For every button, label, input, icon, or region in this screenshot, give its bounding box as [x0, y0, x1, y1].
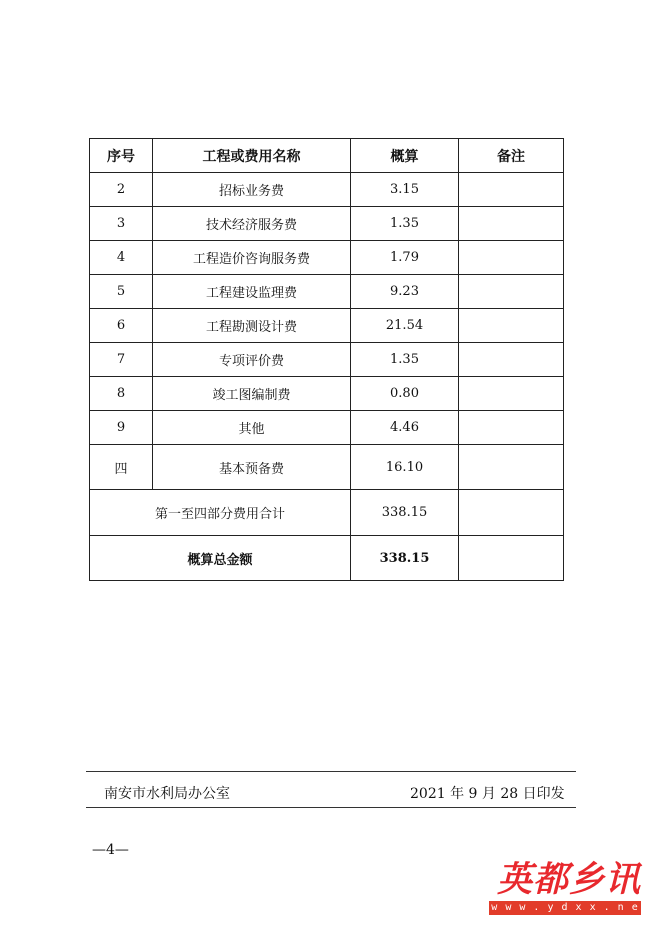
row-amount: 1.35	[351, 207, 459, 241]
row-no: 3	[90, 207, 153, 241]
row-name: 基本预备费	[153, 445, 351, 490]
row-note	[459, 275, 564, 309]
row-amount: 16.10	[351, 445, 459, 490]
subtotal-note	[459, 490, 564, 536]
row-no: 2	[90, 173, 153, 207]
row-no: 9	[90, 411, 153, 445]
row-note	[459, 207, 564, 241]
row-name: 竣工图编制费	[153, 377, 351, 411]
row-note	[459, 377, 564, 411]
row-name: 工程勘测设计费	[153, 309, 351, 343]
row-note	[459, 445, 564, 490]
row-no: 4	[90, 241, 153, 275]
subtotal-amount: 338.15	[351, 490, 459, 536]
total-note	[459, 536, 564, 581]
watermark-logo: 英都乡讯	[497, 859, 642, 900]
page-number: —4—	[92, 842, 129, 858]
footer-bottom-rule	[86, 807, 576, 808]
budget-table	[89, 138, 564, 581]
row-amount: 21.54	[351, 309, 459, 343]
table-row	[90, 309, 564, 343]
header-note: 备注	[459, 139, 564, 173]
table-row	[90, 445, 564, 490]
table-row	[90, 377, 564, 411]
row-amount: 1.35	[351, 343, 459, 377]
footer-top-rule	[86, 771, 576, 772]
row-amount: 9.23	[351, 275, 459, 309]
total-row	[90, 536, 564, 581]
subtotal-label: 第一至四部分费用合计	[90, 490, 351, 536]
row-no: 8	[90, 377, 153, 411]
row-name: 工程造价咨询服务费	[153, 241, 351, 275]
row-note	[459, 343, 564, 377]
row-name: 专项评价费	[153, 343, 351, 377]
row-name: 技术经济服务费	[153, 207, 351, 241]
subtotal-row	[90, 490, 564, 536]
table-row	[90, 207, 564, 241]
table-row	[90, 275, 564, 309]
row-amount: 0.80	[351, 377, 459, 411]
footer-date: 2021 年 9 月 28 日印发	[410, 786, 565, 802]
footer-issuer: 南安市水利局办公室	[104, 786, 230, 802]
total-label: 概算总金额	[90, 536, 351, 581]
header-name: 工程或费用名称	[153, 139, 351, 173]
row-no: 四	[90, 445, 153, 490]
row-note	[459, 411, 564, 445]
header-no: 序号	[90, 139, 153, 173]
header-amount: 概算	[351, 139, 459, 173]
row-name: 招标业务费	[153, 173, 351, 207]
table-row	[90, 241, 564, 275]
row-amount: 4.46	[351, 411, 459, 445]
row-no: 6	[90, 309, 153, 343]
row-no: 5	[90, 275, 153, 309]
row-no: 7	[90, 343, 153, 377]
row-name: 工程建设监理费	[153, 275, 351, 309]
row-amount: 1.79	[351, 241, 459, 275]
row-note	[459, 309, 564, 343]
row-name: 其他	[153, 411, 351, 445]
total-amount: 338.15	[351, 536, 459, 581]
row-note	[459, 173, 564, 207]
table-header-row	[90, 139, 564, 173]
table-row	[90, 343, 564, 377]
row-note	[459, 241, 564, 275]
table-row	[90, 173, 564, 207]
watermark-url: w w w . y d x x . n e t	[489, 901, 641, 915]
table-row	[90, 411, 564, 445]
row-amount: 3.15	[351, 173, 459, 207]
